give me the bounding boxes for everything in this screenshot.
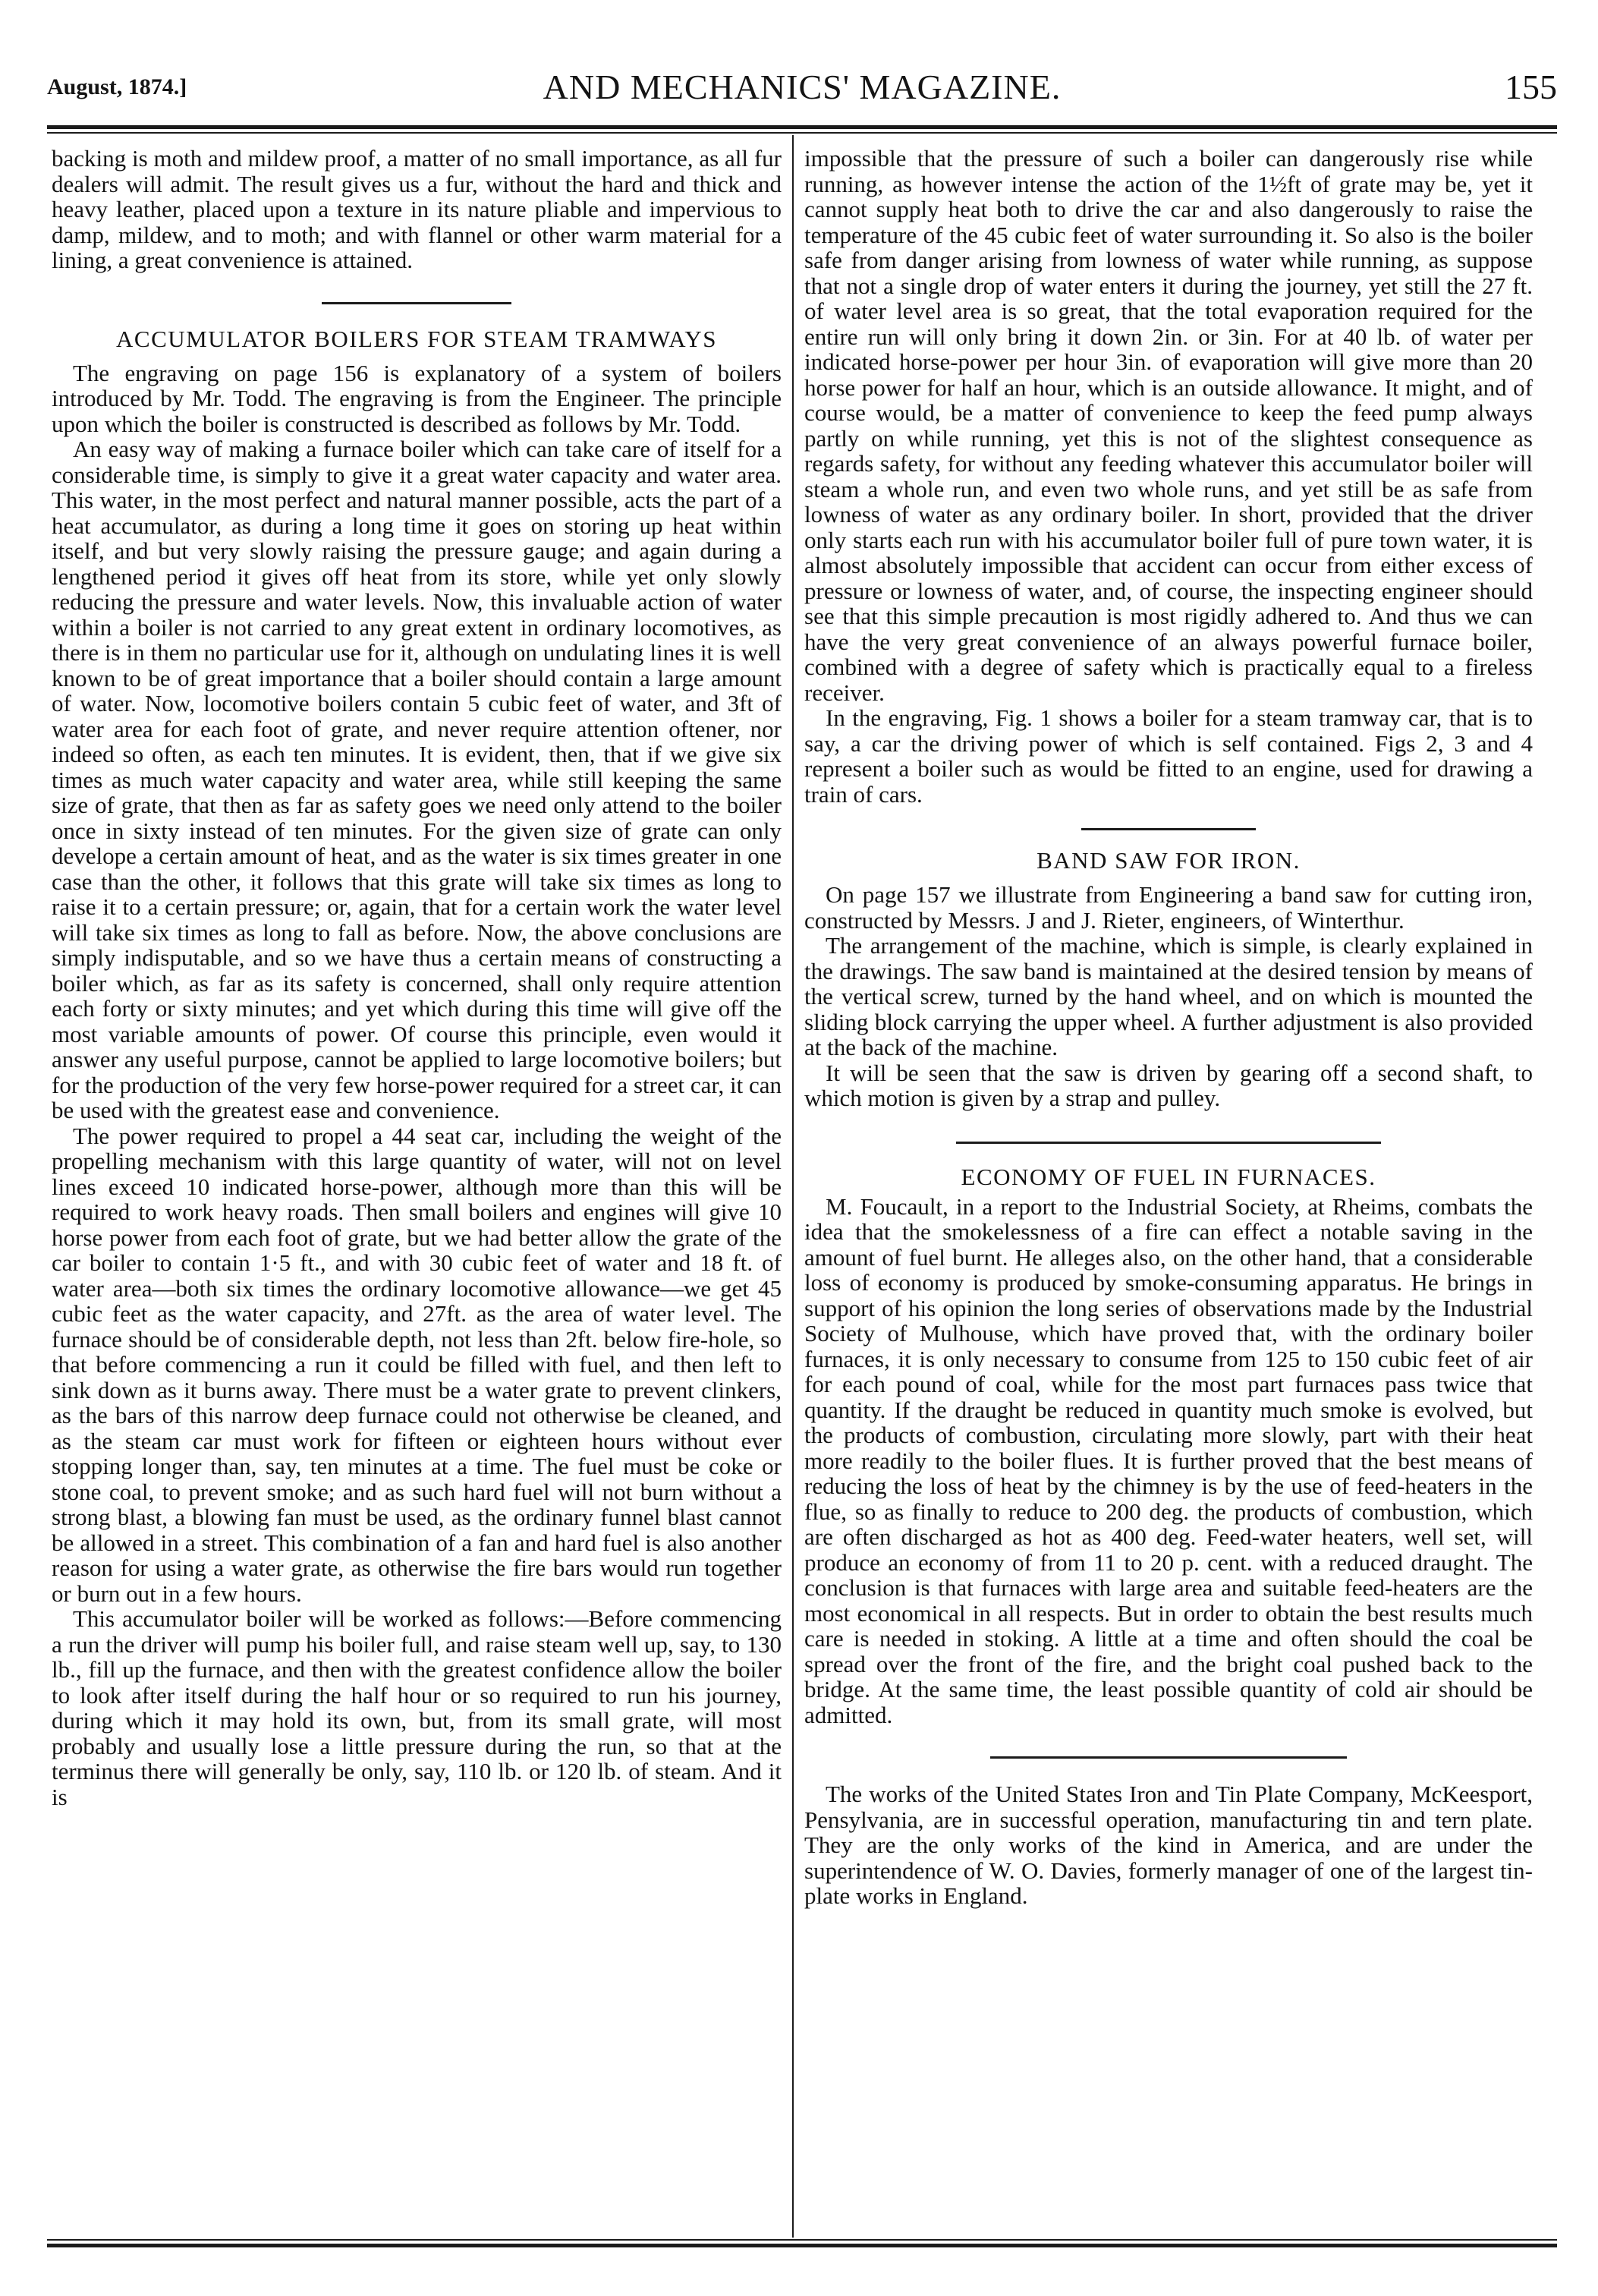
band-saw-heading: BAND SAW FOR IRON.: [1036, 847, 1301, 874]
column-divider: [792, 135, 794, 2238]
accumulator-paragraph: The engraving on page 156 is explanatory of a system of boilers introduced by Mr. Todd. The engraving is from the Engineer. The principle upon which the boiler is constructed is described as follows by Mr. Todd.: [52, 359, 782, 437]
economy-paragraph: M. Foucault, in a report to the Industrial Society, at Rheims, combats the idea that the smokelessness of a fire can effect a notable saving in the amount of fuel burnt. He alleges also, on the other hand, that a considerable loss of economy is produced by smoke-consuming apparatus. He brings in support of his opinion the long series of observations made by the Industrial Society of Mulhouse, which have proved that, with the ordinary boiler furnaces, it is only necessary to consume from 125 to 150 cubic feet of air for each pound of coal, while for the most part furnaces pass twice that quantity. If the draught be reduced in quantity much smoke is evolved, but the products of combustion, circulating more slowly, part with their heat more readily to the boiler flues. It is further proved that the best means of reducing the loss of heat by the chimney is by the use of feed-heaters in the flue, so as finally to reduce to 200 deg. the products of combustion, which are often discharged as hot as 400 deg. Feed-water heaters, well set, will produce an economy of from 11 to 20 p. cent. with a reduced draught. The conclusion is that furnaces with large area and suitable feed-heaters are the most economical in all respects. But in order to obtain the best results much care is needed in stoking. A little at a time and often should the coal be spread over the front of the fire, and the bright coal pushed back to the bridge. At the same time, the least possible quantity of cold air should be admitted.: [804, 1192, 1533, 1728]
economy-of-fuel-heading: ECONOMY OF FUEL IN FURNACES.: [961, 1163, 1376, 1190]
accumulator-paragraph: An easy way of making a furnace boiler which can take care of itself for a considerable time, is simply to give it a great water capacity and water area. This water, in the most perfect and natural manner possible, acts the part of a heat accumulator, as during a long time it goes on storing up heat within itself, and but very slowly raising the pressure gauge; and again during a lengthened period it gives off heat from its store, while yet only slowly reducing the pressure and water levels. Now, this invaluable action of water within a boiler is not carried to any great extent in ordinary locomotives, as there is in them no particular use for it, although on undulating lines it is well known to be of great importance that a boiler should contain a large amount of water. Now, locomotive boilers contain 5 cubic feet of water, and 3ft of water area for each foot of grate, and never require attention oftener, nor indeed so often, as each ten minutes. It is evident, then, that if we give six times as much water capacity and water area, while still keeping the same size of grate, that then as far as safety goes we need only attend to the boiler once in sixty instead of ten minutes. For the given size of grate can only develope a certain amount of heat, and as the water is six times greater in one case than the other, it follows that this grate will take six times as long to raise it to a certain pressure; or, again, that for a certain work the water level will take six times as long to fall as before. Now, the above conclusions are simply indisputable, and so we have thus a certain means of constructing a boiler which, as far as its safety is concerned, shall only require attention each forty or sixty minutes; and yet which during this time will give off the most variable amounts of power. Of course this principle, even would it answer any useful purpose, cannot be applied to large locomotive boilers; but for the production of the very few horse-power required for a street car, it can be used with the greatest ease and convenience.: [52, 436, 782, 1123]
issue-date: August, 1874.]: [47, 74, 187, 99]
section-separator: [956, 1142, 1381, 1144]
accumulator-continued-paragraph: impossible that the pressure of such a boiler can dangerously rise while running, as however intense the action of the 1½ft of grate may be, yet it cannot supply heat both to drive the car and also dangerously to raise the temperature of the 45 cubic feet of water surrounding it. So also is the boiler safe from danger arising from lowness of water while running, as suppose that not a single drop of water enters it during the journey, yet still the 27 ft. of water level area is so great, that the total evaporation required for the entire run will only bring it down 2in. or 3in. For at 40 lb. of water per indicated horse-power per hour 3in. of evaporation will give more than 20 horse power for half an hour, which is an outside allowance. It might, and of course would, be a matter of convenience to keep the feed pump always partly on while running, yet this is not of the slightest consequence as regards safety, for without any feeding whatever this accumulator boiler will steam a whole run, and even two whole runs, and yet still be as safe from lowness of water as any ordinary boiler. In short, provided that the driver only starts each run with his accumulator boiler full of pure town water, it is almost absolutely impossible that accident can occur from either excess of pressure or lowness of water, and, of course, the inspecting engineer should see that this simple precaution is most rigidly adhered to. And thus we can have the very great convenience of an always powerful furnace boiler, combined with a degree of safety which is practically equal to a fireless receiver.: [804, 145, 1533, 706]
section-separator: [322, 302, 511, 304]
footer-rule-thick: [47, 2244, 1557, 2247]
fur-article-continuation: backing is moth and mildew proof, a matter of no small importance, as all fur dealers will admit. The result gives us a fur, without the hard and thick and heavy leather, placed upon a texture in its nature pliable and impervious to damp, mildew, and to moth; and with flannel or other warm material for a lining, a great convenience is attained.: [52, 145, 782, 273]
right-column: [804, 146, 1533, 1909]
header-rule-thin: [47, 132, 1557, 134]
page-number: 155: [1505, 68, 1557, 106]
footer-rule-thin: [47, 2239, 1557, 2241]
band-saw-paragraph: It will be seen that the saw is driven by gearing off a second shaft, to which motion is given by a strap and pulley.: [804, 1059, 1533, 1111]
page-header: [47, 67, 1557, 112]
band-saw-paragraph: The arrangement of the machine, which is simple, is clearly explained in the drawings. The saw band is maintained at the desired tension by means of the vertical screw, turned by the hand wheel, and on which is mounted the sliding block carrying the upper wheel. A further adjustment is also provided at the back of the machine.: [804, 932, 1533, 1060]
accumulator-continued-paragraph: In the engraving, Fig. 1 shows a boiler for a steam tramway car, that is to say, a car the driving power of which is self contained. Figs 2, 3 and 4 represent a boiler such as would be fitted to an engine, used for drawing a train of cars.: [804, 704, 1533, 808]
section-separator: [1081, 828, 1256, 830]
accumulator-boilers-heading: ACCUMULATOR BOILERS FOR STEAM TRAMWAYS: [116, 325, 717, 352]
accumulator-paragraph: The power required to propel a 44 seat car, including the weight of the propelling mechanism with this large quantity of water, will not on level lines exceed 10 indicated horse-power, although more than this will be required to work heavy roads. Then small boilers and engines will give 10 horse power from each foot of grate, but we had better allow the grate of the car boiler to contain 1·5 ft., and with 30 cubic feet of water and 18 ft. of water area—both six times the ordinary locomotive allowance—we get 45 cubic feet as the water capacity, and 27ft. as the area of water level. The furnace should be of considerable depth, not less than 2ft. below fire-hole, so that before commencing a run it could be filled with fuel, and then left to sink down as it burns away. There must be a water grate to prevent clinkers, as the bars of this narrow deep furnace could not otherwise be cleaned, and as the steam car must work for fifteen or eighteen hours without ever stopping longer than, say, ten minutes at a time. The fuel must be coke or stone coal, to prevent smoke; and as such hard fuel will not burn without a strong blast, a blowing fan must be used, as the ordinary funnel blast cannot be allowed in a street. This combination of a fan and hard fuel is also another reason for using a water grate, as otherwise the fire bars would run together or burn out in a few hours.: [52, 1122, 782, 1607]
band-saw-paragraph: On page 157 we illustrate from Engineering a band saw for cutting iron, constructed by Messrs. J and J. Rieter, engineers, of Winterthur.: [804, 881, 1533, 934]
accumulator-paragraph: This accumulator boiler will be worked as follows:—Before commencing a run the driver will pump his boiler full, and raise steam well up, say, to 130 lb., fill up the furnace, and then with the greatest confidence allow the boiler to look after itself during the half hour or so required to run his journey, during which it may hold its own, but, from its small grate, will most probably and usually lose a little pressure during the run, so that at the terminus there will generally be only, say, 110 lb. or 120 lb. of steam. And it is: [52, 1605, 782, 1810]
left-column: [52, 146, 782, 1809]
section-separator: [990, 1756, 1347, 1759]
header-rule-thick: [47, 125, 1557, 129]
tin-plate-paragraph: The works of the United States Iron and Tin Plate Company, McKeesport, Pensylvania, are in successful operation, manufacturing tin and tern plate. They are the only works of the kind in America, and are under the superintendence of W. O. Davies, formerly manager of one of the largest tin-plate works in England.: [804, 1781, 1533, 1909]
magazine-title: AND MECHANICS' MAGAZINE.: [543, 68, 1062, 106]
